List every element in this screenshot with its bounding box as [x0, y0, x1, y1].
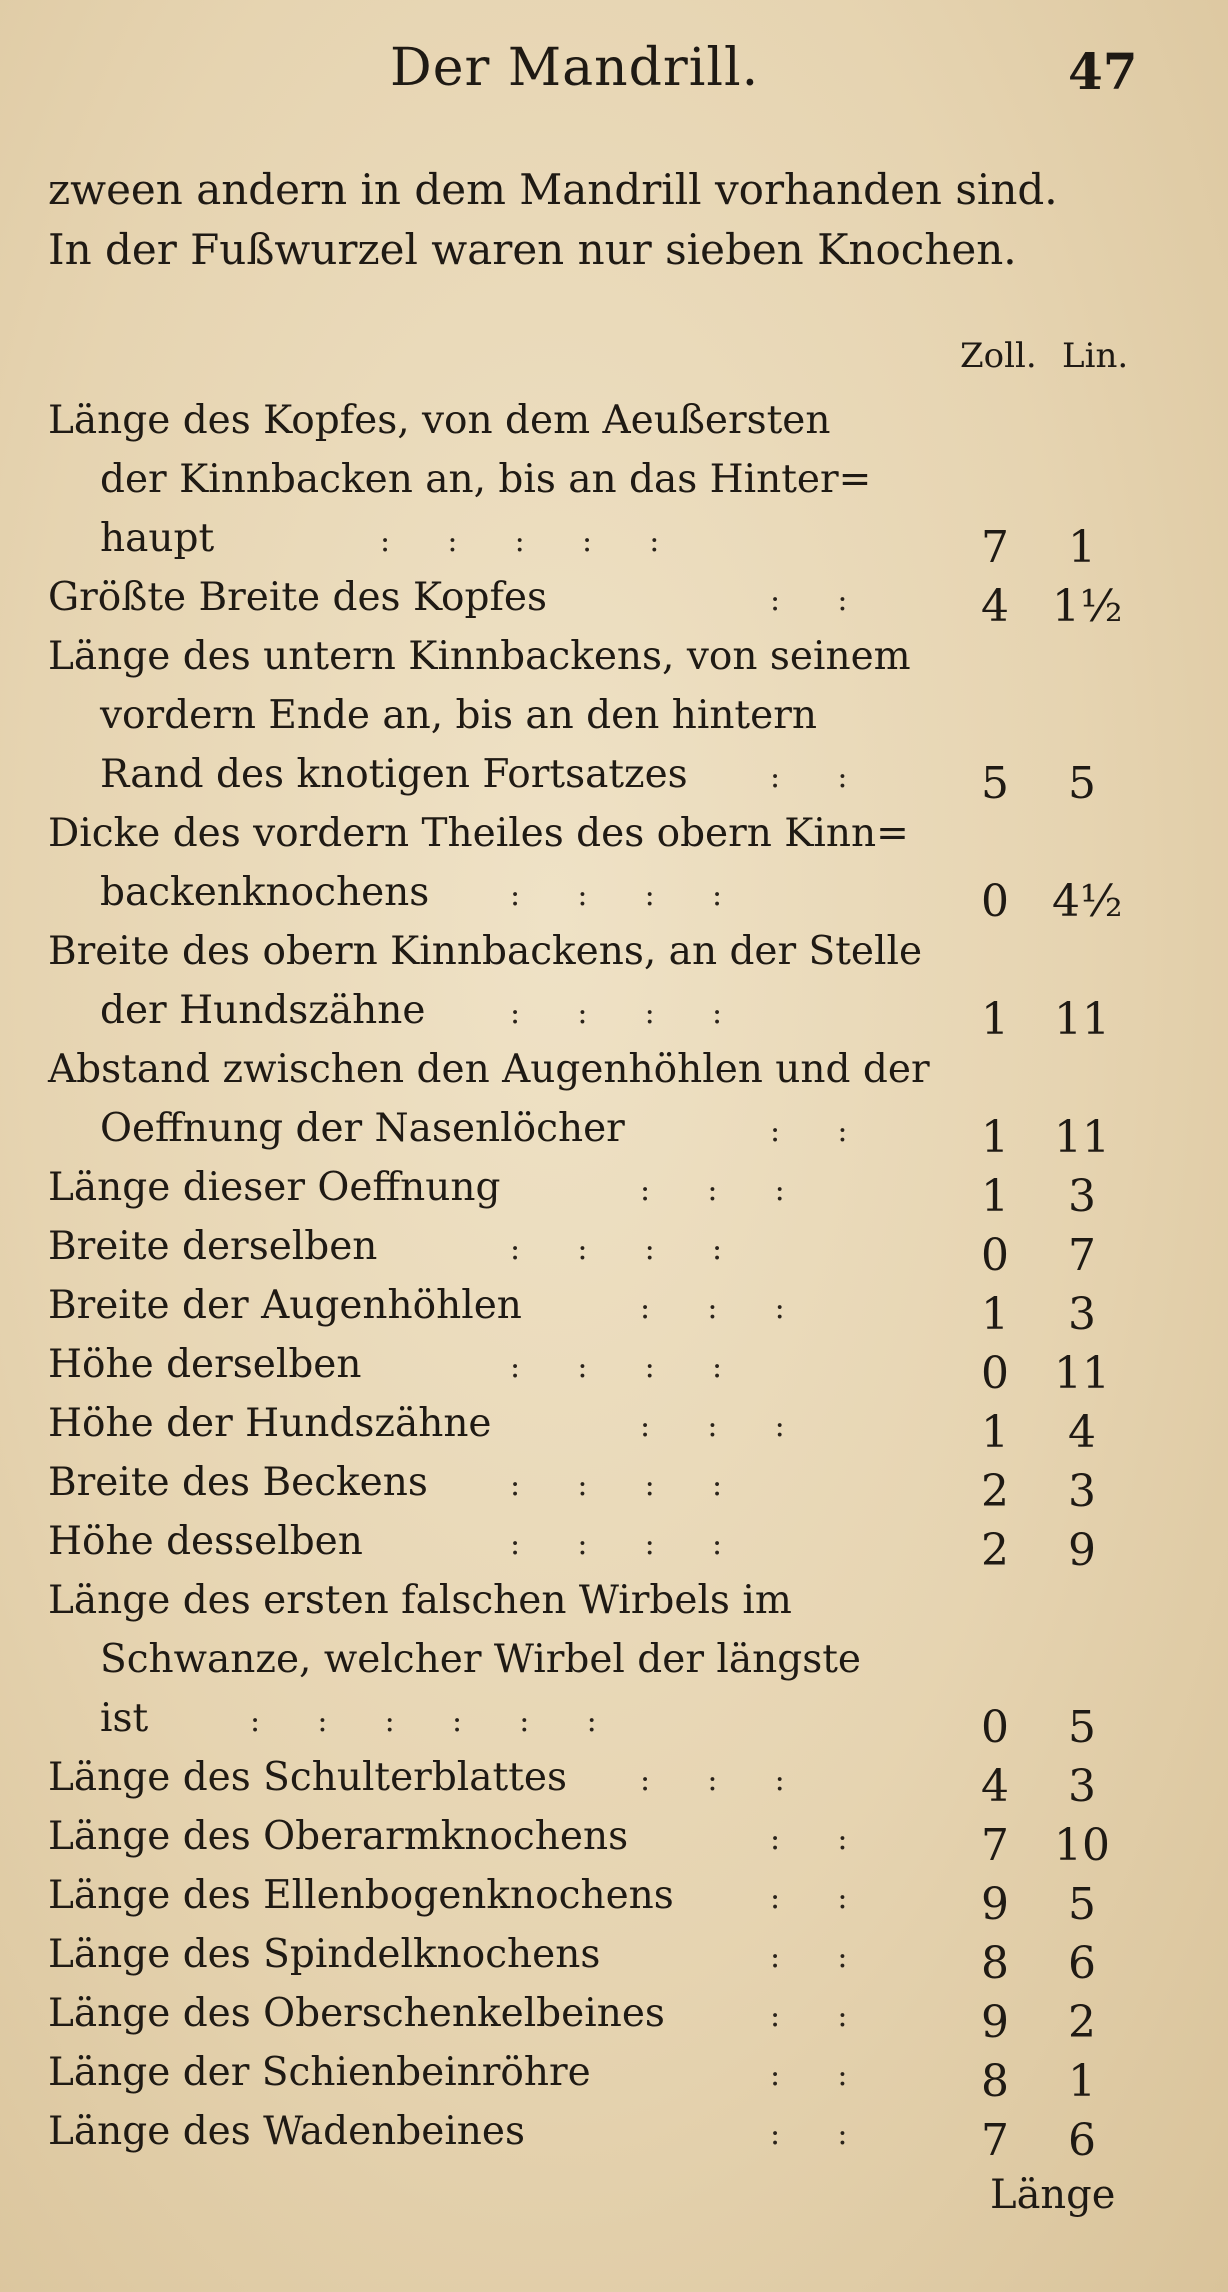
entry-text: backenknochens	[100, 870, 430, 915]
entry-text: der Hundszähne	[100, 988, 426, 1033]
leader-dots: : : : :	[510, 1232, 723, 1267]
entry-text: Länge des ersten falschen Wirbels im	[48, 1578, 792, 1623]
value-zoll: 0	[981, 1702, 1009, 1753]
value-lin: 5	[1068, 758, 1096, 809]
value-zoll: 2	[981, 1525, 1009, 1576]
entry-text: Länge des Wadenbeines	[48, 2109, 526, 2154]
leader-dots: : : : :	[510, 996, 723, 1031]
measurement-entry-line	[48, 1519, 363, 1564]
measurement-entry-line	[48, 575, 547, 620]
measurement-entry-line	[48, 1873, 674, 1918]
value-lin: 1	[1068, 522, 1096, 573]
measurement-entry-line	[48, 1991, 665, 2036]
entry-text: Schwanze, welcher Wirbel der längste	[100, 1637, 861, 1682]
measurement-entry-line	[48, 457, 871, 502]
leader-dots: : : : : :	[380, 524, 660, 559]
value-zoll: 1	[981, 1112, 1009, 1163]
entry-text: Höhe desselben	[48, 1519, 363, 1564]
value-lin: 3	[1068, 1289, 1096, 1340]
leader-dots: : : :	[640, 1763, 785, 1798]
intro-line: zween andern in dem Mandrill vorhanden sind.	[48, 165, 1058, 214]
value-lin: 6	[1068, 1938, 1096, 1989]
measurement-entry-line	[48, 988, 425, 1033]
entry-text: Länge des Spindelknochens	[48, 1932, 601, 1977]
intro-paragraph	[48, 160, 1168, 280]
leader-dots: : :	[770, 1881, 848, 1916]
leader-dots: : : : :	[510, 878, 723, 913]
value-zoll: 9	[981, 1997, 1009, 2048]
measurement-entry-line	[48, 1047, 930, 1092]
value-zoll: 8	[981, 1938, 1009, 1989]
measurement-entry-line	[48, 2109, 525, 2154]
leader-dots: : :	[770, 760, 848, 795]
measurement-entry-line	[48, 811, 909, 856]
value-lin: 2	[1068, 1997, 1096, 2048]
value-lin: 11	[1054, 1112, 1110, 1163]
leader-dots: : : :	[640, 1291, 785, 1326]
intro-line: In der Fußwurzel waren nur sieben Knochen.	[48, 225, 1017, 274]
value-zoll: 4	[981, 1761, 1009, 1812]
entry-text: Länge des Oberschenkelbeines	[48, 1991, 665, 2036]
value-zoll: 1	[981, 1171, 1009, 1222]
measurement-entry-line	[48, 870, 429, 915]
value-lin: 5	[1068, 1879, 1096, 1930]
value-zoll: 7	[981, 2115, 1009, 2166]
entry-text: Höhe derselben	[48, 1342, 362, 1387]
value-lin: 11	[1054, 994, 1110, 1045]
leader-dots: : :	[770, 1114, 848, 1149]
value-lin: 3	[1068, 1761, 1096, 1812]
measurement-entry-line	[48, 929, 922, 974]
leader-dots: : : :	[640, 1173, 785, 1208]
value-zoll: 7	[981, 1820, 1009, 1871]
measurement-entry-line	[48, 752, 688, 797]
measurement-entry-line	[48, 1165, 500, 1210]
measurement-entry-line	[48, 1401, 492, 1446]
leader-dots: : : : :	[510, 1350, 723, 1385]
entry-text: Oeffnung der Nasenlöcher	[100, 1106, 625, 1151]
measurement-entry-line	[48, 1637, 861, 1682]
value-lin: 4½	[1052, 876, 1123, 927]
value-lin: 11	[1054, 1348, 1110, 1399]
measurement-entry-line	[48, 1755, 567, 1800]
measurement-entry-line	[48, 1283, 522, 1328]
entry-text: Länge des Oberarmknochens	[48, 1814, 629, 1859]
value-lin: 1	[1068, 2056, 1096, 2107]
measurement-entry-line	[48, 398, 831, 443]
value-lin: 3	[1068, 1171, 1096, 1222]
measurement-entry-line	[48, 1342, 362, 1387]
entry-text: Breite der Augenhöhlen	[48, 1283, 522, 1328]
entry-text: ist	[100, 1696, 149, 1741]
running-head: Der Mandrill.	[390, 38, 760, 98]
leader-dots: : :	[770, 1822, 848, 1857]
entry-text: Breite des Beckens	[48, 1460, 428, 1505]
value-lin: 9	[1068, 1525, 1096, 1576]
measurement-entry-line	[48, 1106, 625, 1151]
value-lin: 6	[1068, 2115, 1096, 2166]
measurement-entry-line	[48, 634, 911, 679]
entry-text: Länge des Ellenbogenknochens	[48, 1873, 674, 1918]
entry-text: Dicke des vordern Theiles des obern Kinn=	[48, 811, 909, 856]
entry-text: Länge des untern Kinnbackens, von seinem	[48, 634, 911, 679]
measurement-entry-line	[48, 516, 214, 561]
leader-dots: : : :	[640, 1409, 785, 1444]
value-zoll: 0	[981, 1230, 1009, 1281]
column-header-zoll: Zoll.	[960, 336, 1037, 376]
value-zoll: 7	[981, 522, 1009, 573]
entry-text: Länge des Schulterblattes	[48, 1755, 567, 1800]
entry-text: Rand des knotigen Fortsatzes	[100, 752, 688, 797]
leader-dots: : : : :	[510, 1527, 723, 1562]
leader-dots: : : : :	[510, 1468, 723, 1503]
page-number: 47	[1068, 42, 1138, 101]
measurement-entry-line	[48, 693, 817, 738]
catchword: Länge	[990, 2172, 1116, 2218]
value-zoll: 1	[981, 994, 1009, 1045]
measurement-entry-line	[48, 1460, 428, 1505]
value-lin: 3	[1068, 1466, 1096, 1517]
value-zoll: 4	[981, 581, 1009, 632]
entry-text: Größte Breite des Kopfes	[48, 575, 548, 620]
entry-text: Länge des Kopfes, von dem Aeußersten	[48, 398, 831, 443]
leader-dots: : :	[770, 2117, 848, 2152]
value-zoll: 5	[981, 758, 1009, 809]
entry-text: vordern Ende an, bis an den hintern	[100, 693, 817, 738]
leader-dots: : :	[770, 1999, 848, 2034]
entry-text: Länge der Schienbeinröhre	[48, 2050, 591, 2095]
measurement-entry-line	[48, 1578, 792, 1623]
entry-text: der Kinnbacken an, bis an das Hinter=	[100, 457, 872, 502]
measurement-entry-line	[48, 2050, 591, 2095]
entry-text: haupt	[100, 516, 215, 561]
value-lin: 7	[1068, 1230, 1096, 1281]
measurement-entry-line	[48, 1814, 628, 1859]
value-lin: 10	[1054, 1820, 1110, 1871]
measurement-entry-line	[48, 1932, 600, 1977]
value-lin: 4	[1068, 1407, 1096, 1458]
measurement-entry-line	[48, 1224, 377, 1269]
entry-text: Breite derselben	[48, 1224, 378, 1269]
value-zoll: 8	[981, 2056, 1009, 2107]
measurement-entry-line	[48, 1696, 148, 1741]
value-zoll: 9	[981, 1879, 1009, 1930]
leader-dots: : :	[770, 2058, 848, 2093]
value-zoll: 1	[981, 1289, 1009, 1340]
leader-dots: : :	[770, 583, 848, 618]
leader-dots: : :	[770, 1940, 848, 1975]
leader-dots: : : : : : :	[250, 1704, 597, 1739]
value-zoll: 0	[981, 1348, 1009, 1399]
value-zoll: 1	[981, 1407, 1009, 1458]
entry-text: Höhe der Hundszähne	[48, 1401, 492, 1446]
value-lin: 1½	[1052, 581, 1123, 632]
value-zoll: 0	[981, 876, 1009, 927]
entry-text: Breite des obern Kinnbackens, an der Stelle	[48, 929, 923, 974]
column-header-lin: Lin.	[1062, 336, 1129, 376]
value-lin: 5	[1068, 1702, 1096, 1753]
entry-text: Länge dieser Oeffnung	[48, 1165, 501, 1210]
entry-text: Abstand zwischen den Augenhöhlen und der	[48, 1047, 930, 1092]
value-zoll: 2	[981, 1466, 1009, 1517]
